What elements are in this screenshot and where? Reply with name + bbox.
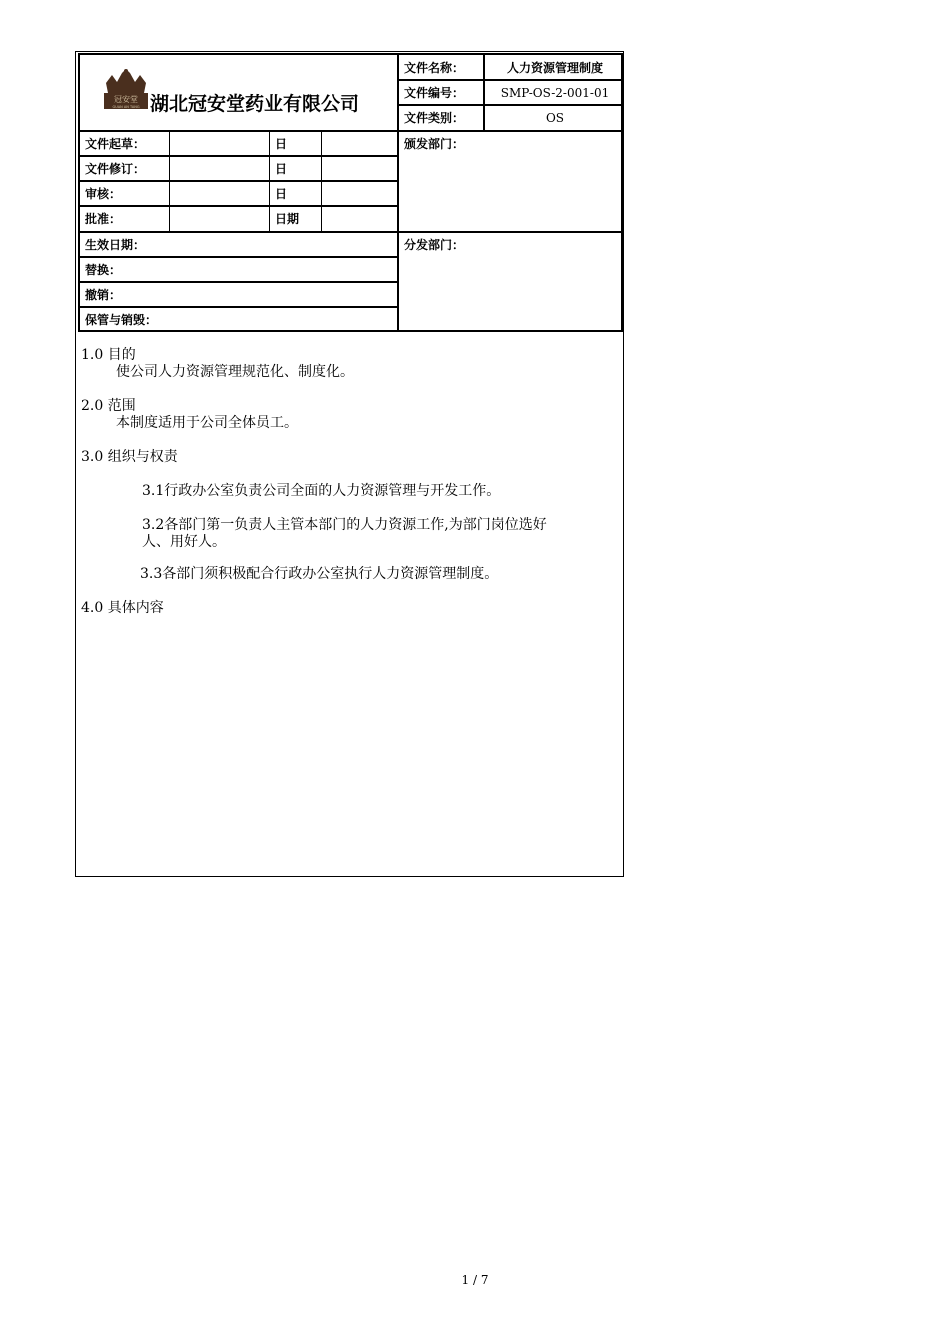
company-name: 湖北冠安堂药业有限公司 bbox=[150, 93, 360, 115]
approver-date-label: 日期 bbox=[275, 212, 300, 226]
distribute-dept-label: 分发部门： bbox=[404, 238, 465, 252]
reviewer-label: 审核： bbox=[85, 187, 122, 201]
section-1-title: 1.0 目的 bbox=[81, 347, 136, 363]
revoke-label: 撤销： bbox=[85, 288, 122, 302]
section-3-3: 3.3各部门须积极配合行政办公室执行人力资源管理制度。 bbox=[140, 566, 499, 582]
logo-text: 冠安堂 bbox=[114, 95, 138, 104]
approver-label: 批准： bbox=[85, 212, 122, 226]
section-4-title: 4.0 具体内容 bbox=[81, 600, 164, 616]
logo-subtext: GUAN AN TANG bbox=[112, 105, 140, 109]
section-1-text: 使公司人力资源管理规范化、制度化。 bbox=[116, 364, 354, 380]
effective-date-label: 生效日期： bbox=[85, 238, 146, 252]
company-logo bbox=[102, 69, 150, 111]
doc-type-value: OS bbox=[545, 111, 565, 125]
doc-type-label: 文件类别： bbox=[404, 111, 465, 125]
issue-dept-label: 颁发部门： bbox=[404, 137, 465, 151]
section-3-2-line1: 3.2各部门第一负责人主管本部门的人力资源工作,为部门岗位选好 bbox=[142, 517, 547, 533]
crown-icon bbox=[102, 69, 150, 111]
reviewer-date-label: 日 bbox=[275, 187, 288, 201]
section-2-text: 本制度适用于公司全体员工。 bbox=[116, 415, 298, 431]
section-2-title: 2.0 范围 bbox=[81, 398, 136, 414]
doc-number-value: SMP-OS-2-001-01 bbox=[500, 86, 610, 100]
section-3-2-line2: 人、用好人。 bbox=[142, 534, 226, 550]
reviser-date-label: 日 bbox=[275, 162, 288, 176]
drafter-date-label: 日 bbox=[275, 137, 288, 151]
section-3-1: 3.1行政办公室负责公司全面的人力资源管理与开发工作。 bbox=[142, 483, 501, 499]
document-header-table bbox=[78, 53, 623, 332]
replace-label: 替换： bbox=[85, 263, 122, 277]
doc-name-value: 人力资源管理制度 bbox=[506, 61, 603, 75]
reviser-label: 文件修订： bbox=[85, 162, 146, 176]
section-3-title: 3.0 组织与权责 bbox=[81, 449, 178, 465]
drafter-label: 文件起草： bbox=[85, 137, 146, 151]
storage-label: 保管与销毁： bbox=[85, 313, 158, 327]
doc-name-label: 文件名称： bbox=[404, 61, 465, 75]
document-frame bbox=[75, 51, 624, 877]
page-number: 1 / 7 bbox=[461, 1273, 489, 1287]
doc-number-label: 文件编号： bbox=[404, 86, 465, 100]
